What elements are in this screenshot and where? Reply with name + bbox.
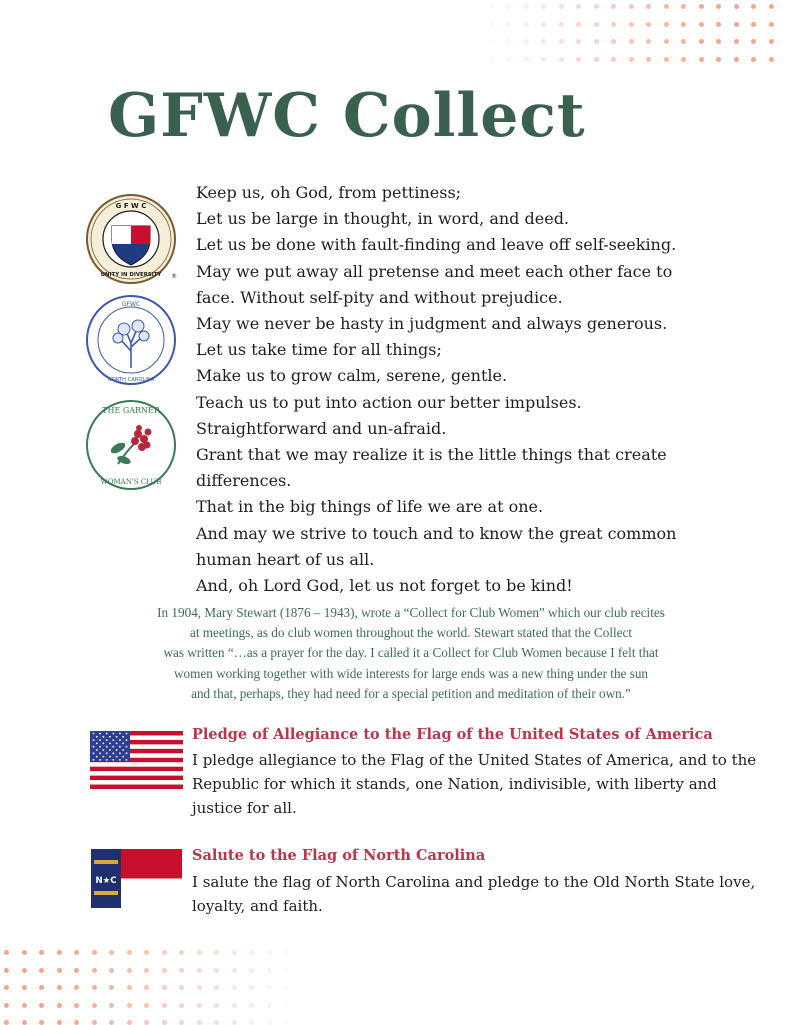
decorative-dot — [162, 1003, 167, 1008]
history-line: women working together with wide interests for large ends was a new thing under the sun — [173, 665, 649, 681]
decorative-dot — [629, 57, 634, 62]
decorative-dot — [716, 4, 721, 9]
decorative-dot — [214, 1020, 219, 1025]
prayer-line: And may we strive to touch and to know the great common — [196, 523, 677, 543]
decorative-dot — [57, 985, 62, 990]
gfwc-logo-top-text: G F W C — [115, 202, 147, 210]
collect-history-paragraph — [112, 603, 710, 704]
decorative-dot — [249, 1003, 254, 1008]
pledge-text — [192, 748, 757, 821]
decorative-dot — [162, 950, 167, 955]
decorative-dot — [541, 4, 546, 9]
decorative-dot — [284, 968, 289, 973]
decorative-dot — [179, 1020, 184, 1025]
decorative-dot — [699, 4, 704, 9]
decorative-dot — [162, 1020, 167, 1025]
history-line: In 1904, Mary Stewart (1876 – 1943), wrote a “Collect for Club Women” which our club recites — [157, 605, 665, 620]
decorative-dot — [267, 950, 272, 955]
decorative-dot — [716, 22, 721, 27]
prayer-line: Let us take time for all things; — [196, 340, 442, 360]
decorative-dot — [74, 985, 79, 990]
decorative-dot — [284, 1003, 289, 1008]
decorative-dot — [127, 985, 132, 990]
decorative-dot — [179, 968, 184, 973]
decorative-dot — [524, 4, 529, 9]
decorative-dot — [611, 22, 616, 27]
salute-line: loyalty, and faith. — [192, 897, 323, 916]
nc-flag-image — [91, 849, 182, 908]
decorative-dot — [39, 985, 44, 990]
registered-mark: ® — [171, 273, 177, 280]
decorative-dot — [179, 985, 184, 990]
salute-line: I salute the flag of North Carolina and pledge to the Old North State love, — [192, 873, 756, 891]
decorative-dot — [144, 1003, 149, 1008]
decorative-dot — [249, 968, 254, 973]
us-flag-image — [90, 731, 183, 789]
decorative-dot — [559, 22, 564, 27]
decorative-dot — [109, 985, 114, 990]
decorative-dot — [751, 57, 756, 62]
prayer-line: Straightforward and un-afraid. — [196, 418, 447, 438]
decorative-dot — [232, 985, 237, 990]
decorative-dot — [681, 57, 686, 62]
decorative-dot — [144, 1020, 149, 1025]
decorative-dot — [214, 950, 219, 955]
decorative-dot — [162, 968, 167, 973]
decorative-dot — [716, 57, 721, 62]
decorative-dot — [22, 1020, 27, 1025]
decorative-dot — [144, 985, 149, 990]
decorative-dot — [594, 4, 599, 9]
decorative-dot — [284, 985, 289, 990]
decorative-dot — [92, 1020, 97, 1025]
decorative-dot — [267, 1003, 272, 1008]
decorative-dot — [506, 22, 511, 27]
decorative-dot — [4, 1020, 9, 1025]
decorative-dot — [681, 22, 686, 27]
decorative-dot — [559, 39, 564, 44]
gfwc-north-carolina-logo — [84, 293, 180, 389]
decorative-dot — [39, 1020, 44, 1025]
decorative-dot — [559, 4, 564, 9]
pledge-line: I pledge allegiance to the Flag of the United States of America, and to the — [192, 751, 757, 769]
prayer-line: human heart of us all. — [196, 549, 375, 569]
decorative-dot — [734, 57, 739, 62]
history-line: and that, perhaps, they had need for a special petition and meditation of their own.” — [191, 685, 631, 701]
decorative-dot — [74, 1020, 79, 1025]
decorative-dot — [769, 22, 774, 27]
decorative-dot — [197, 968, 202, 973]
decorative-dot — [751, 4, 756, 9]
decorative-dot — [541, 57, 546, 62]
decorative-dot — [249, 950, 254, 955]
decorative-dot — [57, 950, 62, 955]
decorative-dot — [646, 39, 651, 44]
decorative-dot — [594, 22, 599, 27]
nc-logo-top-text: GFWC — [121, 301, 141, 308]
decorative-dot — [57, 968, 62, 973]
decorative-dot — [699, 57, 704, 62]
decorative-dot — [541, 39, 546, 44]
decorative-dot — [489, 22, 494, 27]
decorative-dot — [734, 4, 739, 9]
decorative-dot — [664, 4, 669, 9]
decorative-dot — [611, 4, 616, 9]
decorative-dot — [646, 4, 651, 9]
decorative-dot — [162, 985, 167, 990]
decorative-dot — [629, 39, 634, 44]
garner-womans-club-logo — [84, 398, 180, 494]
decorative-dot — [716, 39, 721, 44]
decorative-dot — [594, 39, 599, 44]
decorative-dot — [127, 950, 132, 955]
pledge-line: justice for all. — [192, 799, 297, 818]
decorative-dot — [734, 39, 739, 44]
decorative-dot — [751, 22, 756, 27]
decorative-dot — [769, 57, 774, 62]
pledge-line: Republic for which it stands, one Nation, indivisible, with liberty and — [192, 775, 717, 794]
decorative-dot — [489, 39, 494, 44]
decorative-dot — [576, 22, 581, 27]
decorative-dot — [611, 57, 616, 62]
decorative-dot — [681, 4, 686, 9]
decorative-dot — [699, 22, 704, 27]
decorative-dot — [524, 22, 529, 27]
decorative-dot — [232, 1020, 237, 1025]
decorative-dot — [74, 1003, 79, 1008]
decorative-dot — [22, 985, 27, 990]
prayer-line: Make us to grow calm, serene, gentle. — [196, 366, 508, 386]
decorative-dot — [681, 39, 686, 44]
decorative-dot — [22, 968, 27, 973]
decorative-dot — [179, 1003, 184, 1008]
decorative-dot — [144, 968, 149, 973]
decorative-dot — [144, 950, 149, 955]
prayer-line: That in the big things of life we are at one. — [196, 497, 544, 517]
prayer-line: Grant that we may realize it is the little things that create — [196, 445, 667, 465]
decorative-dot — [39, 950, 44, 955]
prayer-line: Let us be done with fault-finding and leave off self-seeking. — [196, 235, 677, 255]
decorative-dot — [127, 1020, 132, 1025]
decorative-dot — [4, 968, 9, 973]
decorative-dot — [214, 968, 219, 973]
decorative-dot — [74, 950, 79, 955]
decorative-dot — [664, 57, 669, 62]
prayer-line: differences. — [196, 471, 292, 491]
garner-logo-top-text: THE GARNER — [102, 406, 160, 415]
prayer-line: May we put away all pretense and meet each other face to — [196, 261, 673, 281]
nc-logo-bottom-text: NORTH CAROLINA — [107, 377, 155, 383]
decorative-dot — [4, 1003, 9, 1008]
prayer-line: May we never be hasty in judgment and always generous. — [196, 314, 668, 334]
decorative-dot — [284, 1020, 289, 1025]
decorative-dot — [109, 968, 114, 973]
history-line: at meetings, as do club women throughout the world. Stewart stated that the Collect — [189, 625, 633, 641]
prayer-line: Keep us, oh God, from pettiness; — [196, 183, 462, 202]
decorative-dot — [232, 968, 237, 973]
decorative-dot — [664, 39, 669, 44]
prayer-line: face. Without self-pity and without prejudice. — [196, 287, 563, 307]
decorative-dot — [74, 968, 79, 973]
decorative-dot — [249, 1020, 254, 1025]
decorative-dot — [769, 39, 774, 44]
decorative-dot — [576, 57, 581, 62]
decorative-dot — [524, 39, 529, 44]
decorative-dot — [39, 1003, 44, 1008]
decorative-dot — [629, 4, 634, 9]
decorative-dot — [267, 1020, 272, 1025]
garner-logo-bottom-text: WOMAN'S CLUB — [100, 478, 162, 486]
gfwc-logo-motto: UNITY IN DIVERSITY — [100, 272, 162, 278]
decorative-dot — [611, 39, 616, 44]
decorative-dot — [232, 1003, 237, 1008]
decorative-dot — [92, 950, 97, 955]
decorative-dot — [232, 950, 237, 955]
decorative-dot — [699, 39, 704, 44]
decorative-dot — [109, 1003, 114, 1008]
decorative-dot — [127, 1003, 132, 1008]
decorative-dot — [734, 22, 739, 27]
decorative-dot — [39, 968, 44, 973]
decorative-dot — [197, 1003, 202, 1008]
decorative-dot — [4, 950, 9, 955]
decorative-dot — [179, 950, 184, 955]
decorative-dot — [92, 968, 97, 973]
pledge-title: Pledge of Allegiance to the Flag of the United States of America — [192, 726, 713, 743]
prayer-line: Let us be large in thought, in word, and deed. — [196, 209, 570, 229]
decorative-dot — [109, 950, 114, 955]
decorative-dot — [646, 57, 651, 62]
decorative-dot — [629, 22, 634, 27]
decorative-dot — [646, 22, 651, 27]
decorative-dot — [751, 39, 756, 44]
decorative-dot — [57, 1020, 62, 1025]
decorative-dot — [214, 985, 219, 990]
decorative-dot — [197, 985, 202, 990]
decorative-dot — [559, 57, 564, 62]
decorative-dot — [541, 22, 546, 27]
collect-prayer — [196, 180, 776, 599]
decorative-dot — [506, 57, 511, 62]
prayer-line: And, oh Lord God, let us not forget to be kind! — [196, 576, 573, 596]
decorative-dot — [524, 57, 529, 62]
decorative-dot — [4, 985, 9, 990]
decorative-dot — [267, 968, 272, 973]
decorative-dot — [576, 4, 581, 9]
prayer-line: Teach us to put into action our better impulses. — [196, 392, 582, 412]
nc-flag-lettering: N★C — [95, 876, 117, 886]
decorative-dot — [489, 4, 494, 9]
decorative-dot — [594, 57, 599, 62]
decorative-dot — [489, 57, 494, 62]
decorative-dot — [22, 1003, 27, 1008]
decorative-dot — [92, 1003, 97, 1008]
decorative-dot — [197, 950, 202, 955]
decorative-dot — [249, 985, 254, 990]
salute-title: Salute to the Flag of North Carolina — [192, 847, 486, 864]
decorative-dot — [127, 968, 132, 973]
decorative-dot — [769, 4, 774, 9]
decorative-dot — [22, 950, 27, 955]
decorative-dot — [506, 4, 511, 9]
decorative-dot — [197, 1020, 202, 1025]
gfwc-emblem-logo — [84, 192, 180, 288]
decorative-dot — [57, 1003, 62, 1008]
decorative-dot — [284, 950, 289, 955]
decorative-dot — [92, 985, 97, 990]
decorative-dot — [506, 39, 511, 44]
history-line: was written “…as a prayer for the day. I called it a Collect for Club Women because I felt that — [163, 645, 659, 661]
decorative-dot — [109, 1020, 114, 1025]
page-title: GFWC Collect — [108, 81, 586, 151]
decorative-dot — [214, 1003, 219, 1008]
decorative-dot — [576, 39, 581, 44]
decorative-dot — [267, 985, 272, 990]
salute-text — [192, 870, 756, 918]
decorative-dot — [664, 22, 669, 27]
